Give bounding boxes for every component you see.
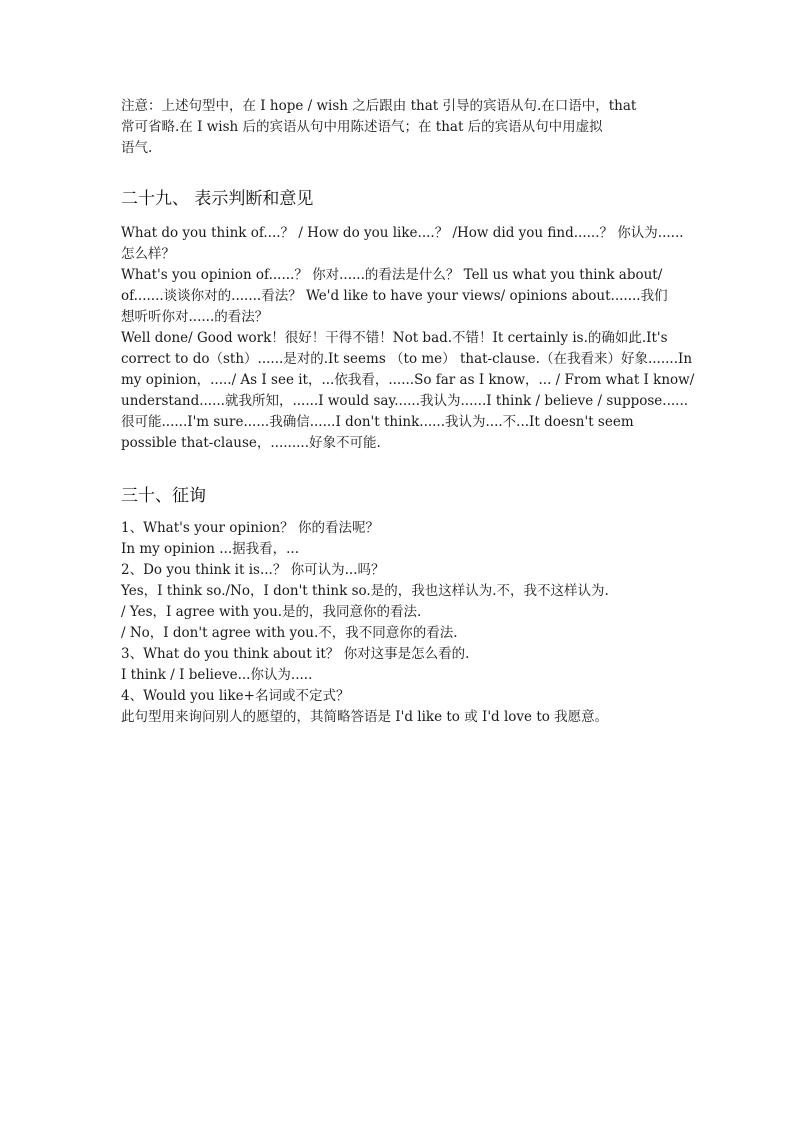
section-30-line: / Yes，I agree with you.是的，我同意你的看法.: [121, 604, 422, 620]
section-29-line: 想听听你对......的看法？: [121, 309, 269, 325]
section-29-line: possible that-clause，.........好象不可能.: [121, 435, 381, 451]
note-line: 常可省略.在 I wish 后的宾语从句中用陈述语气；在 that 后的宾语从句中用虚拟: [121, 119, 603, 135]
section-29-body: [121, 223, 695, 454]
section-30-line: 此句型用来询问别人的愿望的，其简略答语是 I'd like to 或 I'd love to 我愿意。: [121, 709, 609, 725]
section-30-line: 4、Would you like+名词或不定式？: [121, 688, 350, 704]
section-30-line: 3、What do you think about it？ 你对这事是怎么看的.: [121, 646, 470, 662]
section-30-line: In my opinion ...据我看，...: [121, 541, 299, 557]
note-line: 注意：上述句型中，在 I hope / wish 之后跟由 that 引导的宾语从句.在口语中，that: [121, 98, 637, 114]
section-30-line: I think / I believe...你认为.....: [121, 667, 313, 683]
section-30-line: 2、Do you think it is...？ 你可认为...吗？: [121, 562, 385, 578]
section-29-line: 很可能......I'm sure......我确信......I don't think......我认为....不...It doesn't seem: [121, 414, 634, 430]
note-line: 语气.: [121, 140, 153, 156]
section-30-heading: 三十、征询: [121, 486, 206, 506]
section-29-line: my opinion，...../ As I see it，...依我看，......So far as I know，... / From what I know/: [121, 372, 695, 388]
section-29-line: Well done/ Good work！很好！干得不错！Not bad.不错！It certainly is.的确如此.It's: [121, 330, 668, 346]
section-29-line: of.......谈谈你对的.......看法？ We'd like to have your views/ opinions about.......我们: [121, 288, 668, 304]
section-29-line: correct to do（sth）......是对的.It seems （to me） that-clause.（在我看来）好象.......In: [121, 351, 693, 367]
document-page: [121, 96, 695, 728]
section-29-heading: 二十九、 表示判断和意见: [121, 189, 314, 209]
section-30-line: / No，I don't agree with you.不，我不同意你的看法.: [121, 625, 458, 641]
section-30-body: [121, 518, 681, 728]
section-29-line: understand......就我所知，......I would say......我认为......I think / believe / suppose......: [121, 393, 689, 409]
section-30-line: 1、What's your opinion？ 你的看法呢？: [121, 520, 379, 536]
section-30-line: Yes，I think so./No，I don't think so.是的，我也这样认为.不，我不这样认为.: [121, 583, 609, 599]
note-paragraph: [121, 96, 681, 159]
section-29-line: What's you opinion of......？ 你对......的看法是什么？ Tell us what you think about/: [121, 267, 663, 283]
section-29-line: 怎么样？: [121, 246, 175, 262]
section-29-line: What do you think of....？ / How do you like....？ /How did you find......？ 你认为......: [121, 225, 684, 241]
